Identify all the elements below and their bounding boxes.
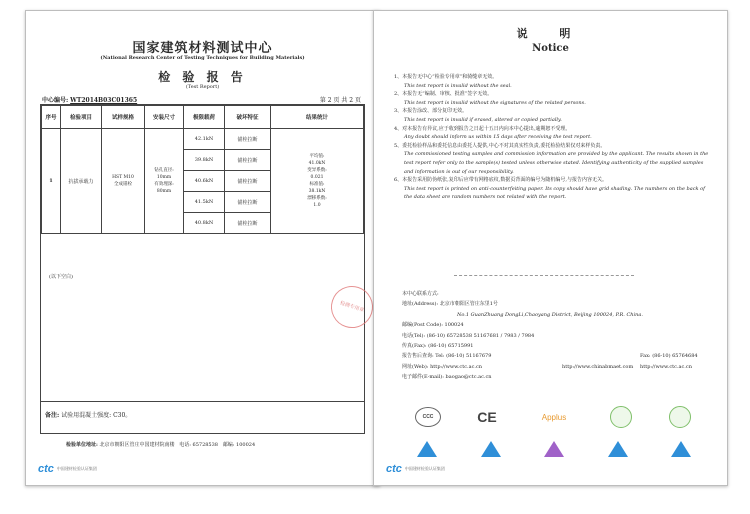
cell-item: 抗拔承载力 xyxy=(61,129,102,234)
report-number xyxy=(42,95,137,104)
address-row: 地址(Address): 北京市朝阳区管庄东里1号 xyxy=(402,301,498,308)
web-link[interactable]: http://www.ctc.ac.cn xyxy=(430,363,482,370)
header-seq: 序号 xyxy=(42,106,61,129)
remark xyxy=(45,410,131,419)
green-seal-icon xyxy=(669,406,691,428)
inspection-seal-stamp: 检测专用章 xyxy=(326,281,379,334)
report-subtitle: (Test Report) xyxy=(185,84,220,90)
applus-logo-icon: Applus xyxy=(541,412,567,422)
report-title: 检 验 报 告 xyxy=(158,70,247,84)
results-table xyxy=(41,105,364,234)
cell-load: 40.6kN xyxy=(184,171,225,192)
green-seal-icon xyxy=(610,406,632,428)
ccc-mark-icon: CCC xyxy=(415,407,441,427)
unit-tel: 65728538 xyxy=(192,442,218,448)
list-item: 4、对本报告有异议,应于收到报告之日起十五日内向本中心提出,逾期恕不受理。 Any doubt should inform us within 15 days after receiving the test report. xyxy=(394,125,592,141)
section-divider xyxy=(454,275,634,276)
blank-note: (以下空白) xyxy=(49,274,73,280)
unit-zip: 100024 xyxy=(236,442,256,448)
ce-mark-icon: CE xyxy=(477,409,497,425)
notice-list xyxy=(394,73,712,202)
unit-address-label: 检验单位地址: xyxy=(66,442,98,448)
header-item: 检验项目 xyxy=(61,106,102,129)
certification-logos-top xyxy=(414,405,694,429)
cell-spec: HST M10 全成锚栓 xyxy=(102,129,145,234)
cell-seq: 1 xyxy=(42,129,61,234)
list-item: 5、委托检验样品和委托信息由委托人提供,中心不对其真实性负责,委托检验结果仅对来样负责。 The commissioned testing samples and commission information are provided by the applicant. The results shown in the test report refer only to the sample(s) tested unless otherwise stated. Identifying authenticity of the supplied samples and information is out of our responsibility. xyxy=(394,142,709,175)
notice-title-en: Notice xyxy=(532,43,569,54)
unit-address: 北京市朝阳区管庄中国建材院南楼 xyxy=(99,442,175,448)
email-row: 电子邮件(E-mail): baogao@ctc.ac.cn xyxy=(402,374,492,381)
center-title-zh: 国家建筑材料测试中心 xyxy=(132,41,273,56)
cell-failure: 锚栓拉断 xyxy=(225,129,271,150)
list-item: 2、本报告无“编制、审核、批准”签字无效。 This test report is invalid without the signatures of the related persons. xyxy=(394,91,586,106)
table-header-row xyxy=(42,106,364,129)
tel-row: 电话(Tel): (86-10) 65728538 51167681 / 7983 / 7984 xyxy=(402,332,535,339)
results-table-frame xyxy=(40,104,365,434)
report-number-label: 中心编号: xyxy=(42,97,69,104)
web-link[interactable]: http://www.chinabmaet.com xyxy=(562,363,634,370)
report-number-value: WT2014B03C01365 xyxy=(70,97,138,104)
center-title-en: (National Research Center of Testing Techniques for Building Materials) xyxy=(100,55,305,61)
ctc-logo-icon: ctc xyxy=(386,463,402,475)
cell-failure: 锚栓拉断 xyxy=(225,171,271,192)
list-item: 1、本报告无中心“检验专用章”和骑缝章无效。 This test report is invalid without the seal. xyxy=(394,74,512,89)
list-item: 3、本报告涂改、部分复印无效。 This test report is invalid if erased, altered or copied partially. xyxy=(394,108,562,123)
email-link[interactable]: baogao@ctc.ac.cn xyxy=(445,374,492,381)
cnas-triangle-icon xyxy=(605,441,631,467)
cell-install: 钻孔直径: 10mm 有效埋深: 80mm xyxy=(145,129,184,234)
web-link[interactable]: http://www.ctc.ac.cn xyxy=(640,363,692,370)
cell-stats: 平均值: 41.0kN 变异系数: 0.021 标准值: 38.1kN 漂移系数: 1.0 xyxy=(271,129,364,234)
fax-row: 传真(Fax): (86-10) 65715991 xyxy=(402,342,474,349)
report-query-row: 报告售后查询: Tel: (86-10) 51167679 Fax: (86-10) 65764684 xyxy=(402,353,698,360)
header-stats: 结果统计 xyxy=(271,106,364,129)
notice-title-zh: 说 明 xyxy=(516,27,585,40)
ctc-brand xyxy=(386,463,445,475)
cell-load: 39.8kN xyxy=(184,150,225,171)
contact-title: 本中心联系方式: xyxy=(402,291,439,297)
ctc-brand xyxy=(38,463,97,475)
contact-block xyxy=(402,289,712,383)
ctc-logo-icon: ctc xyxy=(38,463,54,475)
cell-failure: 锚栓拉断 xyxy=(225,192,271,213)
address-en: No.1 GuanZhuang DongLi,Chaoyang District, Beijing 100024, P.R. China. xyxy=(457,311,643,318)
header-failure: 破坏特征 xyxy=(225,106,271,129)
unit-address-line xyxy=(66,441,255,448)
postcode-row: 邮编(Post Code): 100024 xyxy=(402,322,464,329)
cnas-triangle-icon xyxy=(668,441,694,467)
remark-divider xyxy=(41,401,364,402)
ctc-tagline: 中国建材检验认证集团 xyxy=(404,466,445,471)
cell-load: 42.1kN xyxy=(184,129,225,150)
cell-failure: 锚栓拉断 xyxy=(225,150,271,171)
notice-page xyxy=(373,10,728,486)
header-spec: 试样规格 xyxy=(102,106,145,129)
cell-load: 41.5kN xyxy=(184,192,225,213)
web-row: 网址(Web): http://www.ctc.ac.cn http://www.chinabmaet.com http://www.ctc.ac.cn xyxy=(402,362,712,372)
cell-load: 40.8kN xyxy=(184,213,225,234)
cma-triangle-icon xyxy=(541,441,567,467)
cnas-triangle-icon xyxy=(478,441,504,467)
list-item: 6、本报告采用防伪纸张,复印后应带有网格底纹,数据页背面的编号为随机编号,与报告内容无关。 This test report is printed on anti-counterfeiting paper. Its copy should have grid shading. The numbers on the back of the data sheet are random numbers not related with the report. xyxy=(394,177,705,201)
certification-logos-bottom xyxy=(414,441,694,467)
ctc-tagline: 中国建材检验认证集团 xyxy=(56,466,97,471)
page-info: 第 2 页 共 2 页 xyxy=(319,97,361,104)
cell-failure: 锚栓拉断 xyxy=(225,213,271,234)
test-report-page xyxy=(25,10,380,486)
table-row xyxy=(42,129,364,150)
header-install: 安装尺寸 xyxy=(145,106,184,129)
remark-label: 备注: xyxy=(45,412,60,419)
remark-text: 试验用混凝土强度: C30。 xyxy=(61,412,132,419)
unit-tel-label: 电话: xyxy=(179,442,191,448)
header-load: 极限载荷 xyxy=(184,106,225,129)
unit-zip-label: 邮编: xyxy=(222,442,235,448)
